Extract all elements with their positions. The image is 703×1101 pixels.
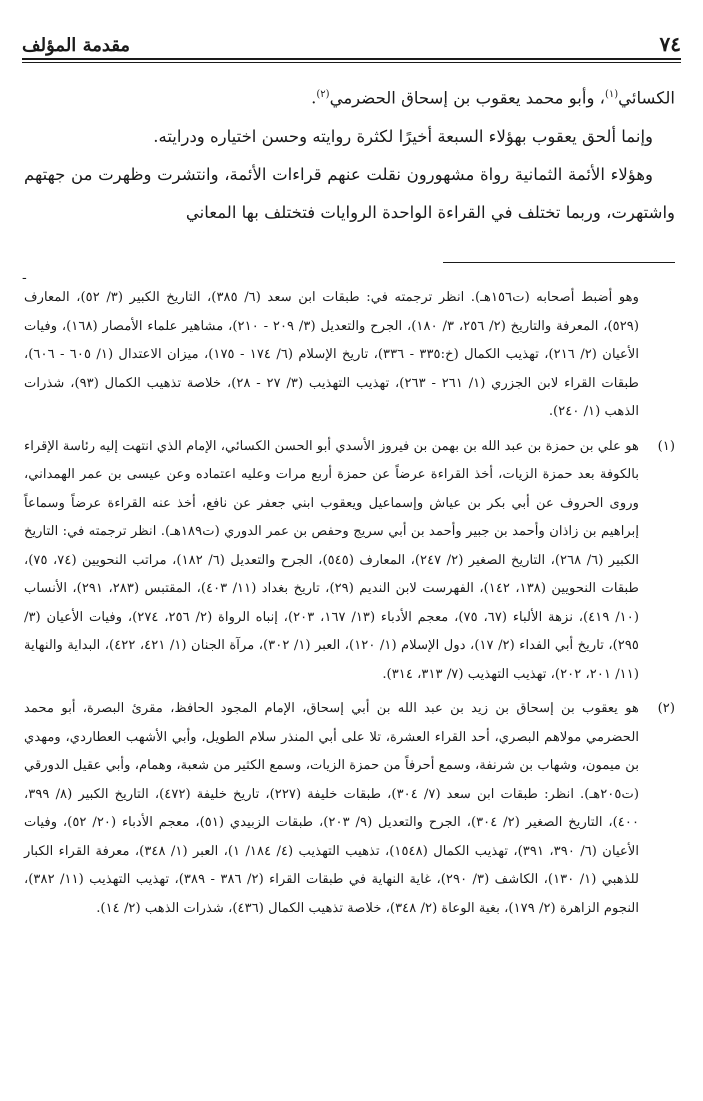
header-rule <box>22 58 681 60</box>
footnotes <box>24 284 675 929</box>
footnote-text: هو يعقوب بن إسحاق بن زيد بن عبد الله بن أبي إسحاق، الإمام المجود الحافظ، مقرئ البصرة، أبو محمد الحضرمي مولاهم البصري، أحد القراء العشرة، تلا على أبي المنذر سلام الطويل، وأبي الأشهب العطاردي، ومهدي بن ميمون، وشهاب بن شرنفة، وسمع أحرفاً من حمزة الزيات، وسمع الكثير من شعبة، وهمام، وأبي عقيل الدورقي (ت٢٠٥هـ). انظر: طبقات ابن سعد (٧/ ٣٠٤)، طبقات خليفة (٢٢٧)، تاريخ خليفة (٤٧٢)، التاريخ الكبير (٨/ ٣٩٩، ٤٠٠)، التاريخ الصغير (٢/ ٣٠٤)، الجرح والتعديل (٩/ ٢٠٣)، طبقات الزبيدي (٥١)، معجم الأدباء (٢٠/ ٥٢)، وفيات الأعيان (٦/ ٣٩٠، ٣٩١)، تهذيب الكمال (١٥٤٨)، تذهيب التهذيب (٤/ ١٨٤/ ١)، العبر (١/ ٣٤٨)، معرفة القراء الكبار للذهبي (١/ ١٣٠)، الكاشف (٣/ ٢٩٠)، غاية النهاية في طبقات القراء (٢/ ٣٨٦ - ٣٨٩)، تهذيب التهذيب (١١/ ٣٨٢)، النجوم الزاهرة (٢/ ١٧٩)، بغية الوعاة (٢/ ٣٤٨)، خلاصة تذهيب الكمال (٤٣٦)، شذرات الذهب (٢/ ١٤). <box>24 701 640 916</box>
header-rule-thin <box>22 62 681 63</box>
footnote-2 <box>24 695 675 923</box>
footnote-continuation <box>24 284 675 427</box>
footnote-number: (٢) <box>657 701 675 716</box>
text-segment: ، وأبو محمد يعقوب بن إسحاق الحضرمي <box>329 88 605 108</box>
page-number: ٧٤ <box>659 32 681 56</box>
footnote-text: وهو أضبط أصحابه (ت١٥٦هـ). انظر ترجمته في: طبقات ابن سعد (٦/ ٣٨٥)، التاريخ الكبير (٣/ ٥٢)، المعارف (٥٢٩)، المعرفة والتاريخ (٢/ ٢٥٦، ٣/ ١٨٠)، الجرح والتعديل (٣/ ٢٠٩ - ٢١٠)، مشاهير علماء الأمصار (١٦٨)، وفيات الأعيان (٢/ ٢١٦)، تهذيب الكمال (خ:٣٣٥ - ٣٣٦)، تاريخ الإسلام (٦/ ١٧٤ - ١٧٥)، ميزان الاعتدال (١/ ٦٠٥ - ٦٠٦)، طبقات القراء لابن الجزري (١/ ٢٦١ - ٢٦٣)، تهذيب التهذيب (٣/ ٢٧ - ٢٨)، خلاصة تذهيب الكمال (٩٣)، شذرات الذهب (١/ ٢٤٠). <box>24 290 640 419</box>
text-segment: . <box>311 88 317 108</box>
footnote-ref-1: (١) <box>604 89 619 100</box>
footnote-marker: - <box>22 270 27 286</box>
footnote-ref-2: (٢) <box>316 89 330 100</box>
paragraph-1 <box>24 76 675 118</box>
footnote-separator <box>443 262 675 263</box>
text-segment: الكسائي <box>618 88 675 108</box>
page-header <box>22 30 681 60</box>
main-text <box>24 76 675 232</box>
footnote-text: هو علي بن حمزة بن عبد الله بن بهمن بن فيروز الأسدي أبو الحسن الكسائي، الإمام الذي انتهت إليه رئاسة الإقراء بالكوفة بعد حمزة الزيات، أخذ القراءة عرضاً عن حمزة أربع مرات وعليه اعتماده وعن عيسى بن عمر الهمداني، وروى الحروف عن أبي بكر بن عياش وإسماعيل ويعقوب ابني جعفر عن نافع، أخذ عنه القراءة عرضاً وسماعاً إبراهيم بن زاذان وأحمد بن جبير وأحمد بن أبي سريج وحفص بن عمر الدوري (ت١٨٩هـ). انظر ترجمته في: التاريخ الكبير (٦/ ٢٦٨)، التاريخ الصغير (٢/ ٢٤٧)، المعارف (٥٤٥)، الجرح والتعديل (٦/ ١٨٢)، مراتب النحويين (٧٤، ٧٥)، طبقات النحويين (١٣٨، ١٤٢)، الفهرست لابن النديم (٢٩)، تاريخ بغداد (١١/ ٤٠٣)، المقتبس (٢٨٣، ٢٩١)، الأنساب (١٠/ ٤١٩)، نزهة الألباء (٦٧، ٧٥)، معجم الأدباء (١٣/ ١٦٧، ٢٠٣)، إنباه الرواة (٢/ ٢٥٦، ٢٧٤)، وفيات الأعيان (٣/ ٢٩٥)، تاريخ أبي الفداء (٢/ ١٧)، دول الإسلام (١/ ١٢٠)، العبر (١/ ٣٠٢)، مرآة الجنان (١/ ٤٢١، ٤٢٢)، البداية والنهاية (١١/ ٢٠١، ٢٠٢)، تهذيب التهذيب (٧/ ٣١٣، ٣١٤). <box>24 438 640 682</box>
footnote-1 <box>24 433 675 690</box>
paragraph-3: وهؤلاء الأئمة الثمانية رواة مشهورون نقلت عنهم قراءات الأئمة، وانتشرت وظهرت من جهتهم واشتهرت، وربما تختلف في القراءة الواحدة الروايات فتختلف بها المعاني <box>24 164 675 222</box>
section-title: مقدمة المؤلف <box>22 35 131 56</box>
paragraph-2: وإنما ألحق يعقوب بهؤلاء السبعة أخيرًا لكثرة روايته وحسن اختياره ودرايته. <box>153 126 653 146</box>
footnote-number: (١) <box>657 438 675 454</box>
